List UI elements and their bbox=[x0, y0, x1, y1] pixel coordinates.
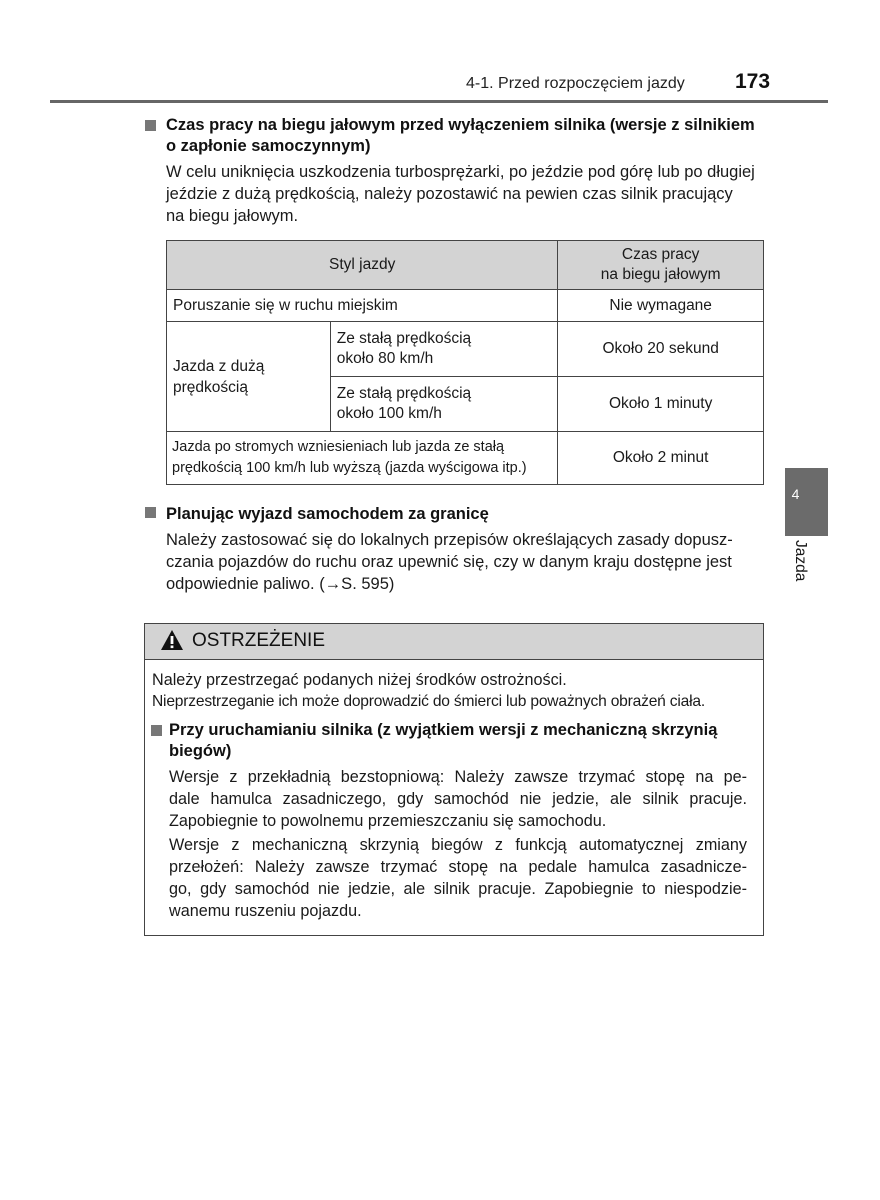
table-cell-group-label: Jazda z dużą prędkością bbox=[167, 322, 331, 432]
table-cell-style: Jazda po stromych wzniesieniach lub jazda ze stałą prędkością 100 km/h lub wyższą (jazda wyścigowa itp.) bbox=[167, 432, 558, 485]
table-cell-time: Około 20 sekund bbox=[558, 322, 764, 377]
header-divider bbox=[50, 100, 828, 103]
table-cell-condition: Ze stałą prędkością około 80 km/h bbox=[330, 322, 558, 377]
square-bullet-icon bbox=[151, 725, 162, 736]
warning-subheading: Przy uruchamianiu silnika (z wyjątkiem wersji z mechaniczną skrzynią biegów) bbox=[169, 721, 718, 760]
warning-header bbox=[145, 624, 763, 660]
warning-triangle-icon bbox=[160, 629, 184, 651]
table-header-time: Czas pracy na biegu jałowym bbox=[558, 241, 764, 290]
table-header-style: Styl jazdy bbox=[167, 241, 558, 290]
chapter-number: 4 bbox=[791, 486, 800, 502]
table-row bbox=[167, 322, 764, 377]
section-title: 4-1. Przed rozpoczęciem jazdy bbox=[466, 75, 685, 92]
travel-abroad-body: Należy zastosować się do lokalnych przepisów określających zasady dopusz- czania pojazdów do ruchu oraz upewnić się, czy w danym kraju dostępne jest odpowiednie paliwo. (→S. 595) bbox=[166, 531, 733, 593]
chapter-label: Jazda bbox=[792, 540, 809, 582]
square-bullet-icon bbox=[145, 120, 156, 131]
travel-abroad-heading: Planując wyjazd samochodem za granicę bbox=[166, 505, 489, 523]
warning-title: OSTRZEŻENIE bbox=[192, 630, 326, 651]
table-cell-time: Około 1 minuty bbox=[558, 377, 764, 432]
warning-box bbox=[144, 623, 764, 936]
table-cell-style: Poruszanie się w ruchu miejskim bbox=[167, 290, 558, 322]
idle-time-body: W celu uniknięcia uszkodzenia turbosprężarki, po jeździe pod górę lub po długiej jeździe z dużą prędkością, należy pozostawić na pewien czas silnik pracujący na biegu jałowym. bbox=[166, 163, 755, 225]
table-cell-time: Około 2 minut bbox=[558, 432, 764, 485]
table-cell-condition: Ze stałą prędkością około 100 km/h bbox=[330, 377, 558, 432]
table-cell-time: Nie wymagane bbox=[558, 290, 764, 322]
warning-intro: Należy przestrzegać podanych niżej środków ostrożności. Nieprzestrzeganie ich może doprowadzić do śmierci lub poważnych obrażeń ciała. bbox=[152, 671, 705, 710]
warning-paragraph-cvt: Wersje z przekładnią bezstopniową: Należy zawsze trzymać stopę na pe- dale hamulca zasadniczego, gdy samochód nie jedzie, ale silnik pracuje. Zapobiegnie to powolnemu przemieszczaniu się samochodu. bbox=[169, 768, 747, 830]
idle-time-heading: Czas pracy na biegu jałowym przed wyłączeniem silnika (wersje z silnikiem o zapłonie samoczynnym) bbox=[166, 116, 755, 155]
page-number: 173 bbox=[735, 70, 771, 93]
idle-time-table bbox=[166, 240, 764, 485]
square-bullet-icon bbox=[145, 507, 156, 518]
warning-paragraph-manual: Wersje z mechaniczną skrzynią biegów z funkcją automatycznej zmiany przełożeń: Należy zawsze trzymać stopę na pedale hamulca zasadnicze- go, gdy samochód nie jedzie, ale silnik pracuje. Zapobiegnie to niespodzie- wanemu ruszeniu pojazdu. bbox=[169, 836, 747, 920]
chapter-tab bbox=[785, 468, 828, 536]
table-row bbox=[167, 290, 764, 322]
table-row bbox=[167, 432, 764, 485]
